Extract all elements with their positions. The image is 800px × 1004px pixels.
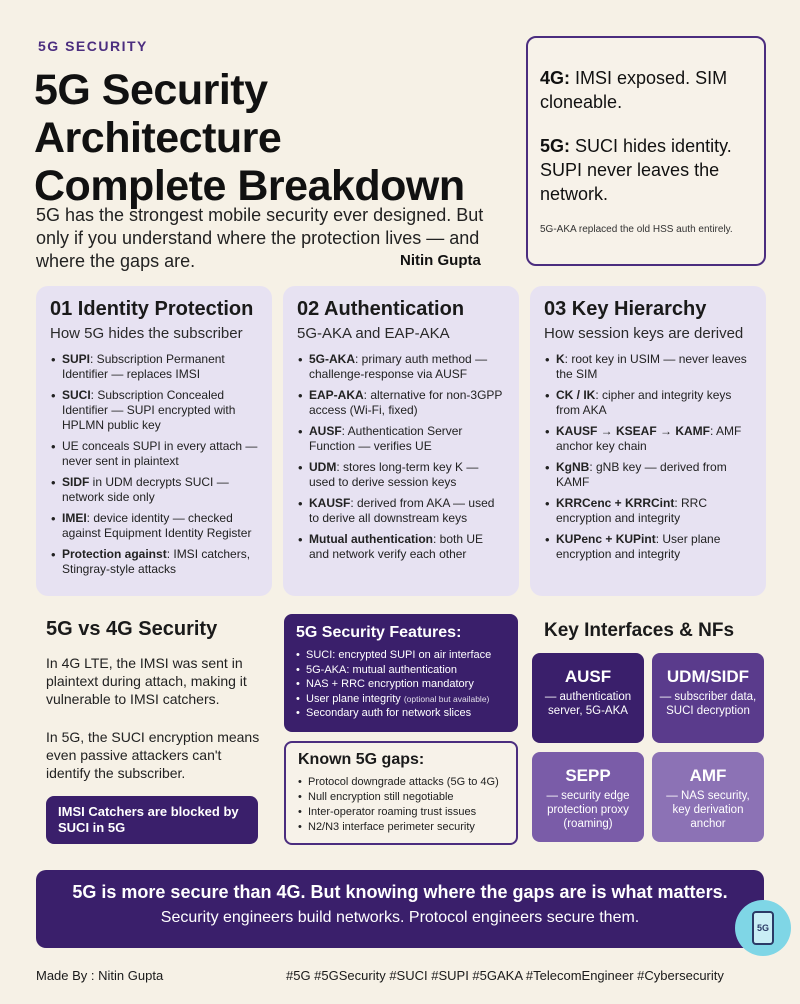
list-item: • KAUSF: derived from AKA — used to derive all downstream keys (297, 496, 505, 526)
phone-5g-icon (735, 900, 791, 956)
features-note: (optional but available) (403, 693, 490, 704)
list-item: • CK / IK: cipher and integrity keys from AKA (544, 388, 752, 418)
list-item: • KUPenc + KUPint: User plane encryption and integrity (544, 532, 752, 562)
card-title: 02 Authentication (297, 298, 465, 320)
card-title: 01 Identity Protection (50, 298, 254, 320)
card-title: 03 Key Hierarchy (544, 298, 707, 320)
list-item: • UDM: stores long-term key K — used to derive session keys (297, 460, 505, 490)
list-item: • KRRCenc + KRRCint: RRC encryption and integrity (544, 496, 752, 526)
nf-name: AUSF (564, 667, 612, 686)
card-key-hierarchy (530, 286, 766, 596)
list-item: • SUCI: Subscription Concealed Identifier — SUPI encrypted with HPLMN public key (50, 388, 258, 433)
list-item: • 5G-AKA: mutual authentication (296, 663, 506, 678)
eyebrow-label: 5G SECURITY (38, 38, 148, 54)
nf-name: SEPP (565, 766, 611, 785)
title-line-1: 5G Security (34, 66, 268, 114)
vs-paragraph-5g: In 5G, the SUCI encryption means even passive attackers can't identify the subscriber. (46, 729, 260, 781)
nf-tile-amf (652, 752, 764, 842)
list-item: • SUPI: Subscription Permanent Identifier — replaces IMSI (50, 352, 258, 382)
gaps-title: Known 5G gaps: (298, 751, 425, 768)
known-gaps-box (284, 741, 518, 845)
nf-name: AMF (689, 766, 727, 785)
nf-tile-udm-sidf (652, 653, 764, 743)
comparison-callout (526, 36, 766, 266)
list-item: • Protocol downgrade attacks (5G to 4G) (298, 775, 504, 790)
vs-section-title: 5G vs 4G Security (46, 618, 218, 640)
conclusion-banner (36, 870, 764, 948)
callout-note: 5G-AKA replaced the old HSS auth entirely. (540, 224, 733, 235)
list-item: • Mutual authentication: both UE and network verify each other (297, 532, 505, 562)
banner-headline: 5G is more secure than 4G. But knowing where the gaps are is what matters. (72, 882, 728, 902)
nf-desc: — security edge protection proxy (roaming) (546, 790, 630, 830)
list-item: • N2/N3 interface perimeter security (298, 820, 504, 835)
card-subtitle: How 5G hides the subscriber (50, 325, 243, 342)
banner-subline: Security engineers build networks. Protocol engineers secure them. (160, 909, 640, 926)
list-item: • KAUSF → KSEAF → KAMF: AMF anchor key chain (544, 424, 752, 454)
title-line-3: Complete Breakdown (34, 162, 465, 210)
nf-desc: — NAS security, key derivation anchor (666, 790, 750, 830)
card-subtitle: 5G-AKA and EAP-AKA (297, 325, 450, 342)
nf-desc: — subscriber data, SUCI decryption (659, 691, 757, 717)
list-item: • NAS + RRC encryption mandatory (296, 677, 506, 692)
list-item: • IMEI: device identity — checked against Equipment Identity Register (50, 511, 258, 541)
list-item: • UE conceals SUPI in every attach — never sent in plaintext (50, 439, 258, 469)
nf-tile-sepp (532, 752, 644, 842)
list-item: • Protection against: IMSI catchers, Stingray-style attacks (50, 547, 258, 577)
card-subtitle: How session keys are derived (544, 325, 744, 342)
page-title (34, 66, 465, 210)
imsi-catcher-badge: IMSI Catchers are blocked by SUCI in 5G (46, 796, 258, 844)
list-item: • K: root key in USIM — never leaves the SIM (544, 352, 752, 382)
list-item: • User plane integrity (optional but available) (296, 692, 506, 707)
footer-credit: Made By : Nitin Gupta (36, 968, 164, 983)
list-item: • 5G-AKA: primary auth method — challenge-response via AUSF (297, 352, 505, 382)
vs-paragraph-4g: In 4G LTE, the IMSI was sent in plaintext during attach, making it vulnerable to IMSI catchers. (46, 655, 247, 707)
list-item: • KgNB: gNB key — derived from KAMF (544, 460, 752, 490)
list-item: • Secondary auth for network slices (296, 706, 506, 721)
list-item: • SIDF in UDM decrypts SUCI — network side only (50, 475, 258, 505)
list-item: • EAP-AKA: alternative for non-3GPP access (Wi-Fi, fixed) (297, 388, 505, 418)
title-line-2: Architecture (34, 114, 282, 162)
list-item: • SUCI: encrypted SUPI on air interface (296, 648, 506, 663)
nf-name: UDM/SIDF (666, 667, 750, 686)
nf-tile-ausf (532, 653, 644, 743)
nf-desc: — authentication server, 5G-AKA (544, 691, 632, 717)
callout-4g: 4G: IMSI exposed. SIM cloneable. (540, 68, 728, 112)
author-name: Nitin Gupta (400, 252, 481, 269)
list-item: • AUSF: Authentication Server Function — verifies UE (297, 424, 505, 454)
callout-5g: 5G: SUCI hides identity. SUPI never leaves the network. (540, 136, 732, 204)
security-features-box (284, 614, 518, 732)
page-subtitle: 5G has the strongest mobile security ever designed. But only if you understand where the protection lives — and where the gaps are. (36, 205, 484, 271)
list-item: • Null encryption still negotiable (298, 790, 504, 805)
features-title: 5G Security Features: (296, 624, 462, 641)
phone-5g-label: 5G (752, 911, 774, 945)
list-item: • Inter-operator roaming trust issues (298, 805, 504, 820)
card-identity-protection (36, 286, 272, 596)
nf-section-title: Key Interfaces & NFs (544, 620, 735, 641)
footer-hashtags: #5G #5GSecurity #SUCI #SUPI #5GAKA #TelecomEngineer #Cybersecurity (286, 968, 724, 983)
card-authentication (283, 286, 519, 596)
